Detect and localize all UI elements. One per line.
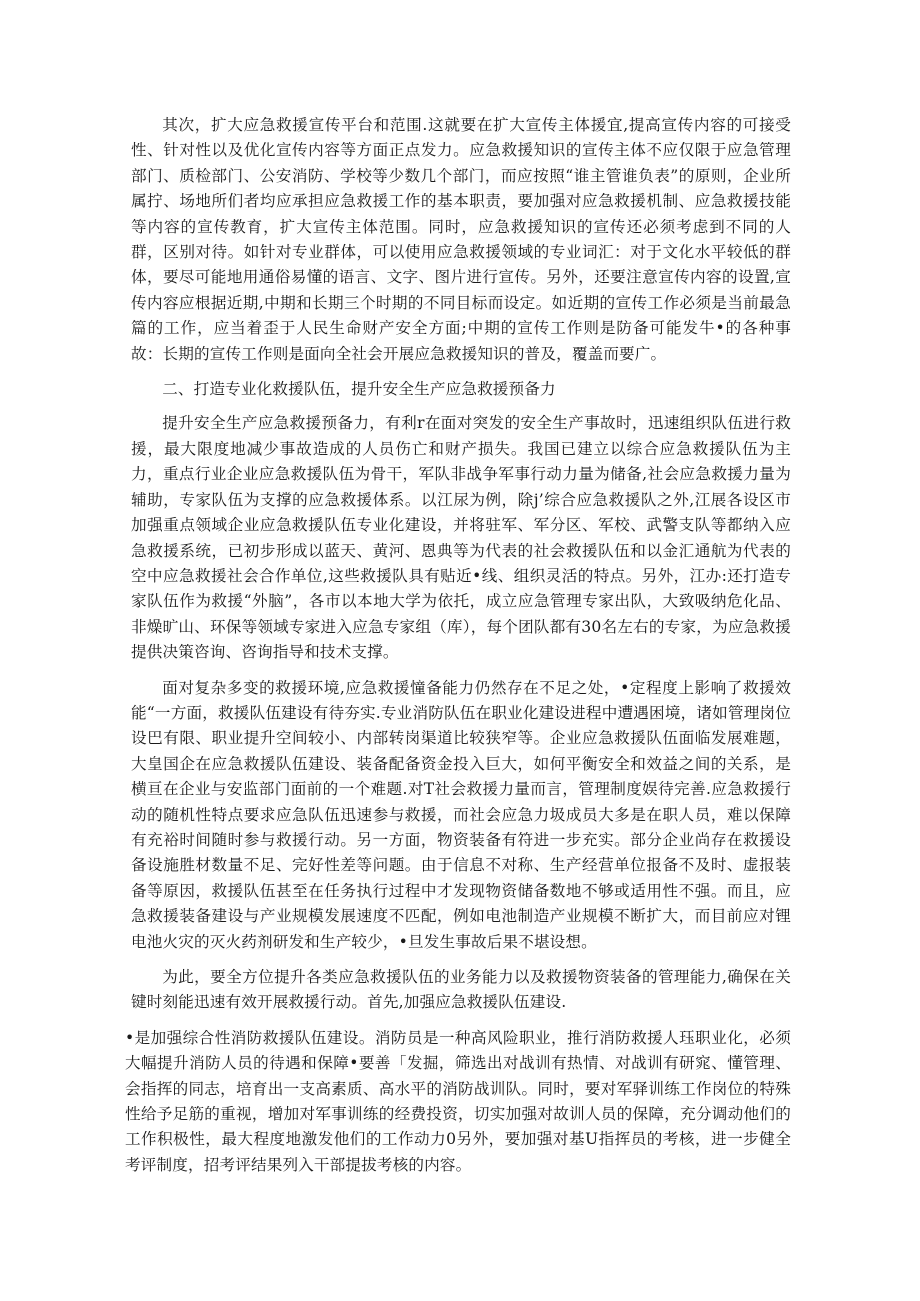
paragraph-publicity-platform: 其次，扩大应急救援宣传平台和范围.这就要在扩大宣传主体援宜,提高宣传内容的可接受性、针对性以及优化宣传内容等方面正点发力。应急救援知识的宣传主体不应仅限于应急管理部门、质检部门、公安消防、学校等少数几个部门，而应按照“谁主管谁负表”的原则，企业所属拧、场地所们者均应承担应急救援工作的基本职责，要加强对应急救援机制、应急救援技能等内容的宣传教育，扩大宣传主体范围。同时，应急救援知识的宣传还必须考虑到不同的人群，区别对待。如针对专业群体，可以使用应急救援领域的专业词汇：对于文化水平较低的群体，要尽可能地用通俗易懂的语言、文字、图片进行宣传。另外，还要注意宣传内容的设置,宣传内容应根据近期,中期和长期三个时期的不同目标而设定。如近期的宣传工作必须是当前最急篇的工作，应当着歪于人民生命财产安全方面;中期的宣传工作则是防备可能发牛•的各种事故：长期的宣传工作则是面向全社会开展应急救援知识的普及，覆盖而要广。	[131, 116, 791, 363]
paragraph-fire-rescue-team: •是加强综合性消防救援队伍建设。消防员是一种高风险职业，推行消防救援人珏职业化，必须大幅提升消防人员的待遇和保障•要善「发掘，筛选出对战训有热情、对战训有研窕、懂管理、会指挥的同志，培育出一支高素质、高水平的消防战训队。同时，要对军驿训练工作岗位的特殊性给予足筋的重视，增加对军事训练的经费投资，切实加强对故训人员的保障，充分调动他们的工作积极性，最大程度地激发他们的工作动力0另外，要加强对基U指挥员的考核，进一步健全考评制度，招考评结果列入干部提拔考核的内容。	[125, 1028, 791, 1174]
paragraph-rescue-capacity: 提升安全生产应急救援预备力，有利r在面对突发的安全生产事故时，迅速组织队伍进行救援，最大限度地减少事故造成的人员伤亡和财产损失。我国已建立以综合应急救援队伍为主力，重点行业企业应急救援队伍为骨干，军队非战争军事行动力量为储备,社会应急救援力量为辅助，专家队伍为支撑的应急救援体系。以江尿为例，除j’综合应急救援队之外,江展各设区市加强重点领域企业应急救援队伍专业化建设，并将驻军、军分区、军校、武警支队等都纳入应急救援系统，已初步形成以蓝天、黄河、恩典等为代表的社会救援队伍和以金汇通航为代表的空中应急救援社会合作单位,这些救援队具有贴近•线、组织灵活的特点。另外，江办:还打造专家队伍作为救援“外脑”，各市以本地大学为依托，成立应急管理专家出队，大致吸纳危化品、非燥旷山、环保等领域专家进入应急专家组（库），每个团队都有30名左右的专家，为应急救援提供决策咨询、咨询指导和技术支撑。	[131, 414, 791, 662]
document-body	[125, 113, 791, 1188]
section-heading-2: 二、打造专业化救援队伍，提升安全生产应急救援预备力	[162, 380, 556, 399]
paragraph-improvement-plan: 为此，要全方位提升各类应急救援队伍的业务能力以及救援物资装备的管理能力,确保在关键时刻能迅速有效开展救援行动。首先,加强应急救援队伍建设.	[131, 968, 791, 1012]
paragraph-shortcomings: 面对复杂多变的救援环境,应急救援憧备能力仍然存在不足之处，•定程度上影响了救援效能“一方面，救援队伍建设有待夯实.专业消防队伍在职业化建设进程中遭遇困境，诸如管理岗位设巴有限、职业提升空间较小、内部转岗渠道比较狭窄等。企业应急救援队伍面临发展难题，大皇国企在应急救援队伍建设、装备配备资金投入巨大，如何平衡安全和效益之间的关系，是横亘在企业与安监部门面前的一个难题.对T社会救援力量而言，管理制度娱待完善.应急救援行动的随机性特点要求应急队伍迅速参与救援，而社会应急力圾成员大多是在职人员，难以保障有充裕时间随时参与救援行动。另一方面，物资装备有符进一步充实。部分企业尚存在救援设备设施胜材数量不足、完好性差等问题。由于信息不对称、生产经营单位报备不及时、虚报装备等原因，救援队伍甚至在任务执行过程中才发现物资储备数地不够或适用性不强。而且，应急救援装备建设与产业规模发展速度不匹配，例如电池制造产业规模不断扩大，而目前应对锂电池火灾的灭火药剂研发和生产较少，•旦发生事故后果不堪设想。	[131, 678, 791, 951]
